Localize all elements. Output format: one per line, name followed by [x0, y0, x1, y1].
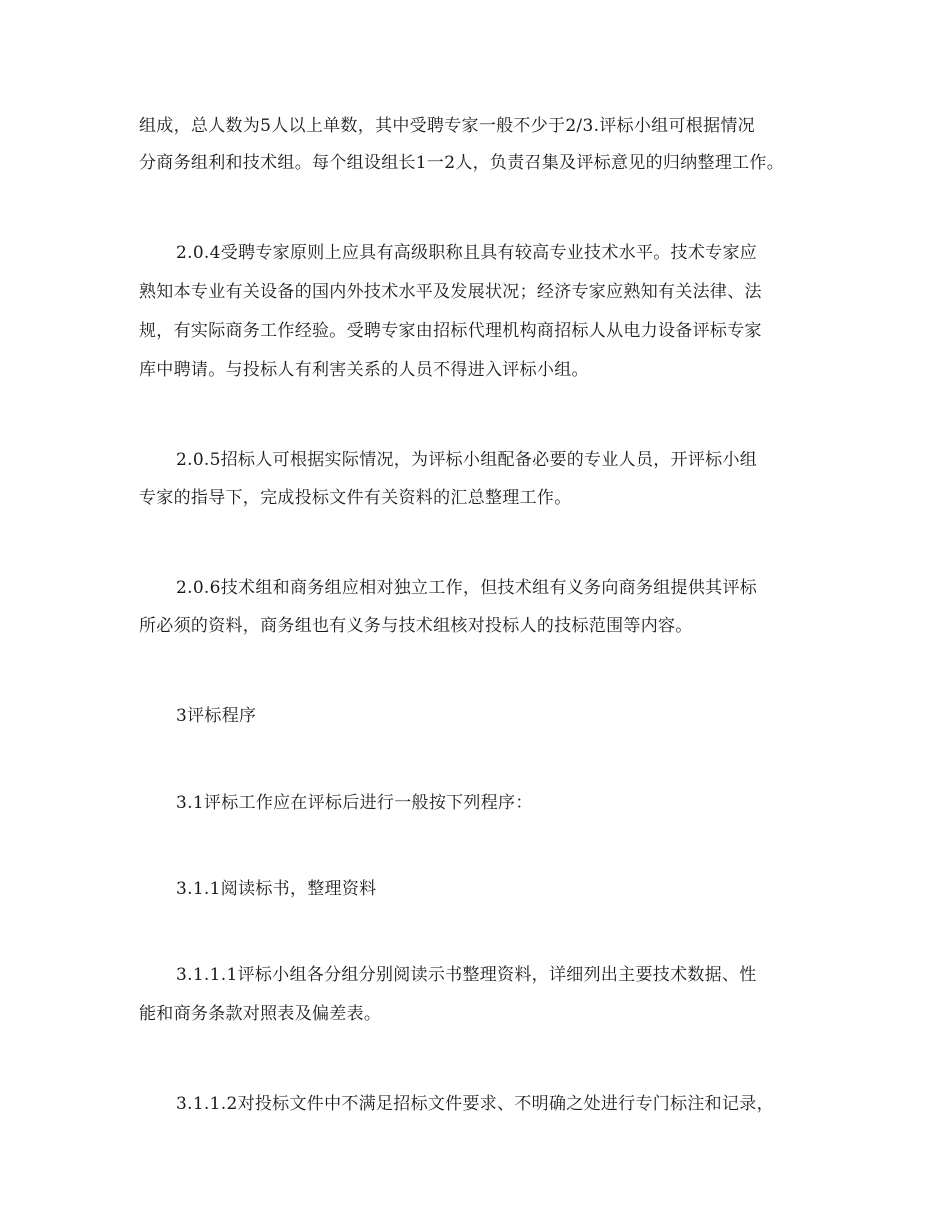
p2-line-3: 规，有实际商务工作经验。受聘专家由招标代理机构商招标人从电力设备评标专家 — [139, 321, 762, 341]
p8-line-2: 能和商务条款对照表及偏差表。 — [139, 1004, 382, 1024]
p9-line-1: 3.1.1.2对投标文件中不满足招标文件要求、不明确之处进行专门标注和记录， — [176, 1094, 774, 1114]
p3-line-1: 2.0.5招标人可根据实际情况，为评标小组配备必要的专业人员，开评标小组 — [176, 450, 758, 470]
p6-line-1: 3.1评标工作应在评标后进行一般按下列程序： — [176, 793, 533, 813]
p2-line-2: 熟知本专业有关设备的国内外技术水平及发展状况；经济专家应熟知有关法律、法 — [139, 282, 762, 302]
p1-line-1: 组成，总人数为5人以上单数，其中受聘专家一般不少于2/3.评标小组可根据情况 — [139, 116, 755, 136]
p2-line-4: 库中聘请。与投标人有利害关系的人员不得进入评标小组。 — [139, 360, 589, 380]
p8-line-1: 3.1.1.1评标小组各分组分别阅读示书整理资料，详细列出主要技术数据、性 — [176, 965, 757, 985]
p2-line-1: 2.0.4受聘专家原则上应具有高级职称且具有较高专业技术水平。技术专家应 — [176, 243, 758, 263]
p3-line-2: 专家的指导下，完成投标文件有关资料的汇总整理工作。 — [139, 488, 572, 508]
section-heading-3: 3评标程序 — [176, 706, 257, 726]
p4-line-1: 2.0.6技术组和商务组应相对独立工作，但技术组有义务向商务组提供其评标 — [176, 578, 758, 598]
p1-line-2: 分商务组利和技术组。每个组设组长1一2人，负责召集及评标意见的归纳整理工作。 — [139, 153, 785, 173]
p7-line-1: 3.1.1阅读标书，整理资料 — [176, 879, 377, 899]
p4-line-2: 所必须的资料，商务组也有义务与技术组核对投标人的技标范围等内容。 — [139, 616, 693, 636]
